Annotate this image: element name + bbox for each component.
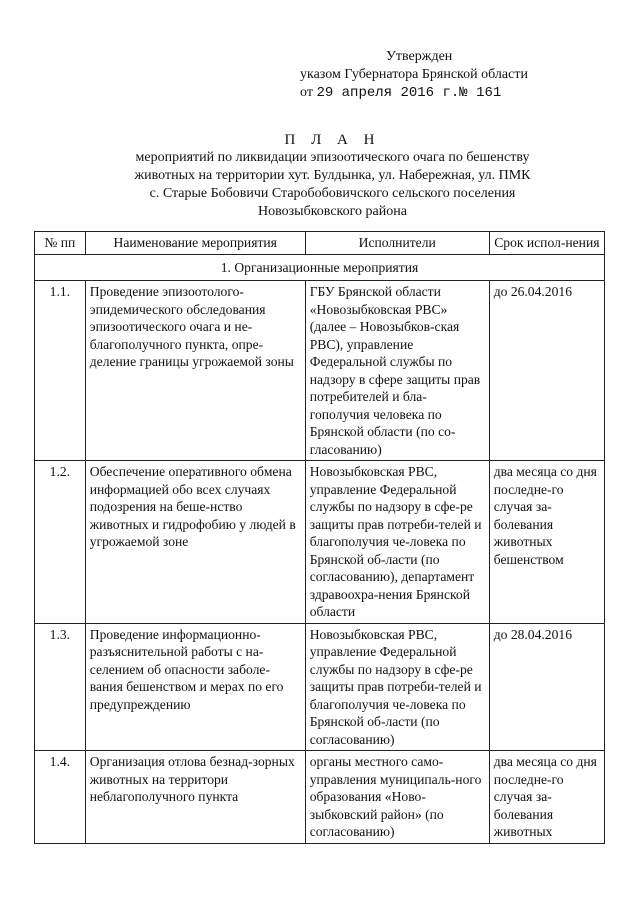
- table-row: [35, 623, 605, 751]
- plan-heading: П Л А Н: [284, 132, 381, 148]
- header-term: Срок испол-нения: [489, 232, 604, 255]
- header-executors: Исполнители: [305, 232, 489, 255]
- section-title: 1. Организационные мероприятия: [35, 254, 605, 281]
- document-title: [60, 131, 605, 221]
- row-num: 1.3.: [35, 623, 86, 751]
- row-num: 1.1.: [35, 281, 86, 461]
- row-term: два месяца со дня последне-го случая за-болевания животных: [489, 751, 604, 844]
- row-num: 1.4.: [35, 751, 86, 844]
- approval-title: Утвержден: [386, 49, 453, 64]
- table-header-row: [35, 232, 605, 255]
- row-name: Обеспечение оперативного обмена информацией обо всех случаях подозрения на беше-нство животных и гидрофобию у людей в угрожаемой зоне: [85, 461, 305, 624]
- row-executors: ГБУ Брянской области «Новозыбковская РВС» (далее – Новозыбков-ская РВС), управление Федеральной службы по надзору в сфере защиты прав потребителей и бла-гополучия человека по Брянской области (по со-гласованию): [305, 281, 489, 461]
- table-row: [35, 461, 605, 624]
- row-executors: Новозыбковская РВС, управление Федеральной службы по надзору в сфе-ре защиты прав потреби-телей и благополучия че-ловека по Брянской об-ласти (по согласованию): [305, 623, 489, 751]
- approval-stamp: [300, 48, 600, 102]
- approval-date-prefix: от: [300, 85, 317, 100]
- section-row: [35, 254, 605, 281]
- approval-date-line: [300, 84, 600, 102]
- row-name: Проведение информационно-разъяснительной работы с на-селением об опасности заболе-вания бешенством и мерах по его предупреждению: [85, 623, 305, 751]
- title-line-2: животных на территории хут. Булдынка, ул. Набережная, ул. ПМК: [134, 168, 531, 183]
- row-term: до 28.04.2016: [489, 623, 604, 751]
- row-num: 1.2.: [35, 461, 86, 624]
- approval-date: 29 апреля 2016 г.№ 161: [316, 85, 502, 101]
- row-term: два месяца со дня последне-го случая за-болевания животных бешенством: [489, 461, 604, 624]
- title-line-3: с. Старые Бобовичи Старобобовичского сельского поселения: [149, 186, 516, 201]
- title-line-4: Новозыбковского района: [258, 204, 407, 219]
- plan-table: [34, 231, 605, 844]
- row-name: Организация отлова безнад-зорных животных на территори неблагополучного пункта: [85, 751, 305, 844]
- row-term: до 26.04.2016: [489, 281, 604, 461]
- table-row: [35, 751, 605, 844]
- table-row: [35, 281, 605, 461]
- row-executors: органы местного само-управления муниципаль-ного образования «Ново-зыбковский район» (по согласованию): [305, 751, 489, 844]
- header-name: Наименование мероприятия: [85, 232, 305, 255]
- header-num: № пп: [35, 232, 86, 255]
- approval-decree: указом Губернатора Брянской области: [300, 67, 528, 82]
- row-name: Проведение эпизоотолого-эпидемического обследования эпизоотического очага и не-благополучного пункта, опре-деление границы угрожаемой зоны: [85, 281, 305, 461]
- title-line-1: мероприятий по ликвидации эпизоотического очага по бешенству: [135, 150, 530, 165]
- row-executors: Новозыбковская РВС, управление Федеральной службы по надзору в сфе-ре защиты прав потреби-телей и благополучия че-ловека по Брянской об-ласти (по согласованию), департамент здравоохра-нения Брянской области: [305, 461, 489, 624]
